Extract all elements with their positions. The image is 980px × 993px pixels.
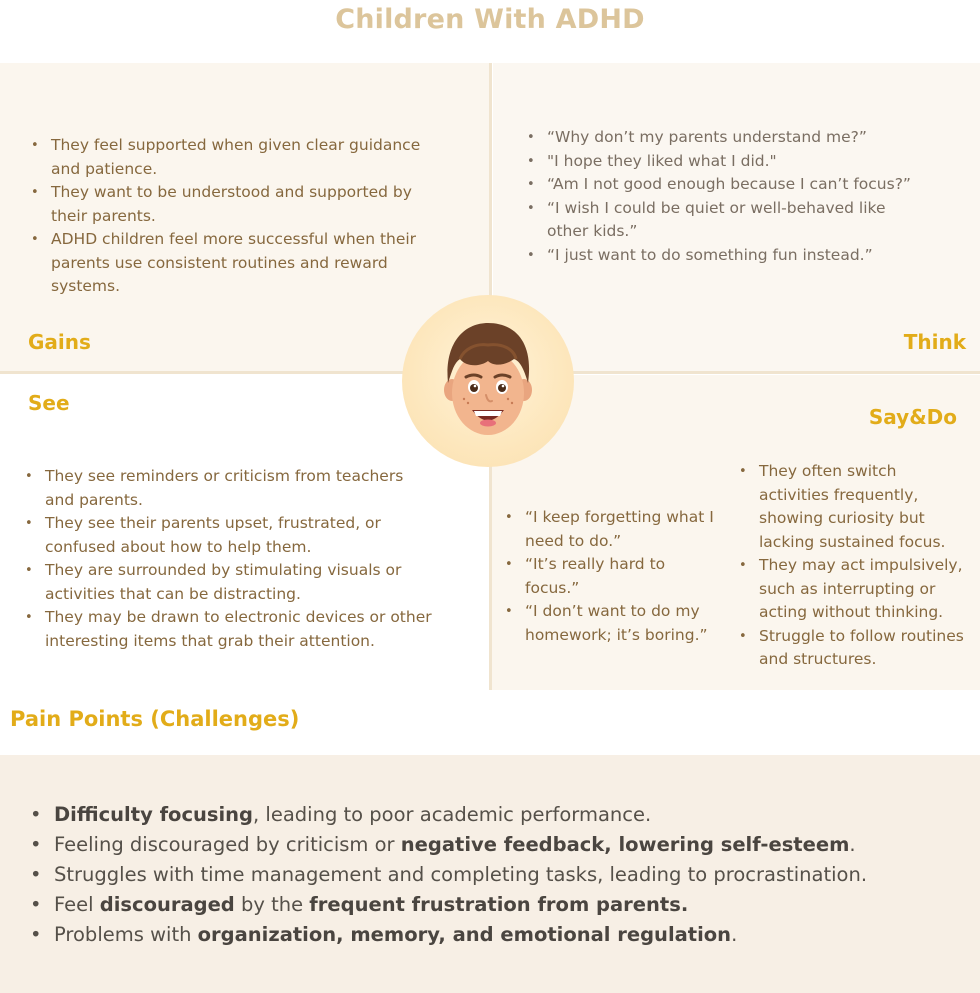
list-item: • “I don’t want to do my homework; it’s boring.” — [503, 600, 718, 647]
child-avatar-icon — [402, 295, 574, 467]
list-item: • They often switch activities frequently, showing curiosity but lacking sustained focus. — [737, 460, 969, 554]
emphasis: discouraged — [99, 893, 235, 916]
list-item: • They are surrounded by stimulating visuals or activities that can be distracting. — [23, 559, 433, 606]
text: Feel — [54, 893, 100, 916]
list-item: • They see reminders or criticism from teachers and parents. — [23, 465, 433, 512]
text: by the — [234, 893, 310, 916]
emphasis: Difficulty focusing — [54, 803, 254, 826]
list-item: • They see their parents upset, frustrated, or confused about how to help them. — [23, 512, 433, 559]
list-item: • "I hope they liked what I did." — [525, 150, 925, 174]
gains-label: Gains — [28, 330, 91, 354]
list-item: • “I wish I could be quiet or well-behaved like other kids.” — [525, 197, 925, 244]
emphasis: frequent frustration from parents. — [309, 893, 689, 916]
list-item — [28, 800, 867, 830]
list-item — [28, 830, 867, 860]
page-title: Children With ADHD — [335, 4, 645, 35]
list-item: • “It’s really hard to focus.” — [503, 553, 718, 600]
text: . — [731, 923, 738, 946]
text: . — [849, 833, 856, 856]
pain-points-title: Pain Points (Challenges) — [10, 707, 300, 731]
list-item: • They feel supported when given clear guidance and patience. — [29, 134, 429, 181]
list-item: • “Why don’t my parents understand me?” — [525, 126, 925, 150]
list-item: • “Am I not good enough because I can’t focus?” — [525, 173, 925, 197]
text: , leading to poor academic performance. — [253, 803, 652, 826]
see-list — [23, 465, 433, 653]
list-item: • They want to be understood and supported by their parents. — [29, 181, 429, 228]
text: Problems with — [54, 923, 198, 946]
think-label: Think — [903, 330, 966, 354]
list-item: • “I just want to do something fun instead.” — [525, 244, 925, 268]
horizontal-divider-right — [560, 371, 980, 374]
horizontal-divider-left — [0, 371, 430, 374]
say-do-label: Say&Do — [868, 405, 957, 429]
list-item: • “I keep forgetting what I need to do.” — [503, 506, 718, 553]
list-item: • They may act impulsively, such as interrupting or acting without thinking. — [737, 554, 969, 625]
text: Struggles with time management and completing tasks, leading to procrastination. — [54, 863, 868, 886]
gains-list — [29, 134, 429, 299]
say-list — [503, 506, 718, 647]
pain-points-list — [28, 800, 867, 950]
list-item: • They may be drawn to electronic devices or other interesting items that grab their attention. — [23, 606, 433, 653]
list-item — [28, 860, 867, 890]
emphasis: organization, memory, and emotional regulation — [197, 923, 732, 946]
see-label: See — [28, 391, 70, 415]
emphasis: negative feedback, lowering self-esteem — [400, 833, 850, 856]
text: Feeling discouraged by criticism or — [54, 833, 401, 856]
list-item — [28, 920, 867, 950]
think-list — [525, 126, 925, 267]
do-list — [737, 460, 969, 672]
list-item: • ADHD children feel more successful when their parents use consistent routines and reward systems. — [29, 228, 429, 299]
avatar — [402, 295, 574, 467]
list-item — [28, 890, 867, 920]
list-item: • Struggle to follow routines and structures. — [737, 625, 969, 672]
